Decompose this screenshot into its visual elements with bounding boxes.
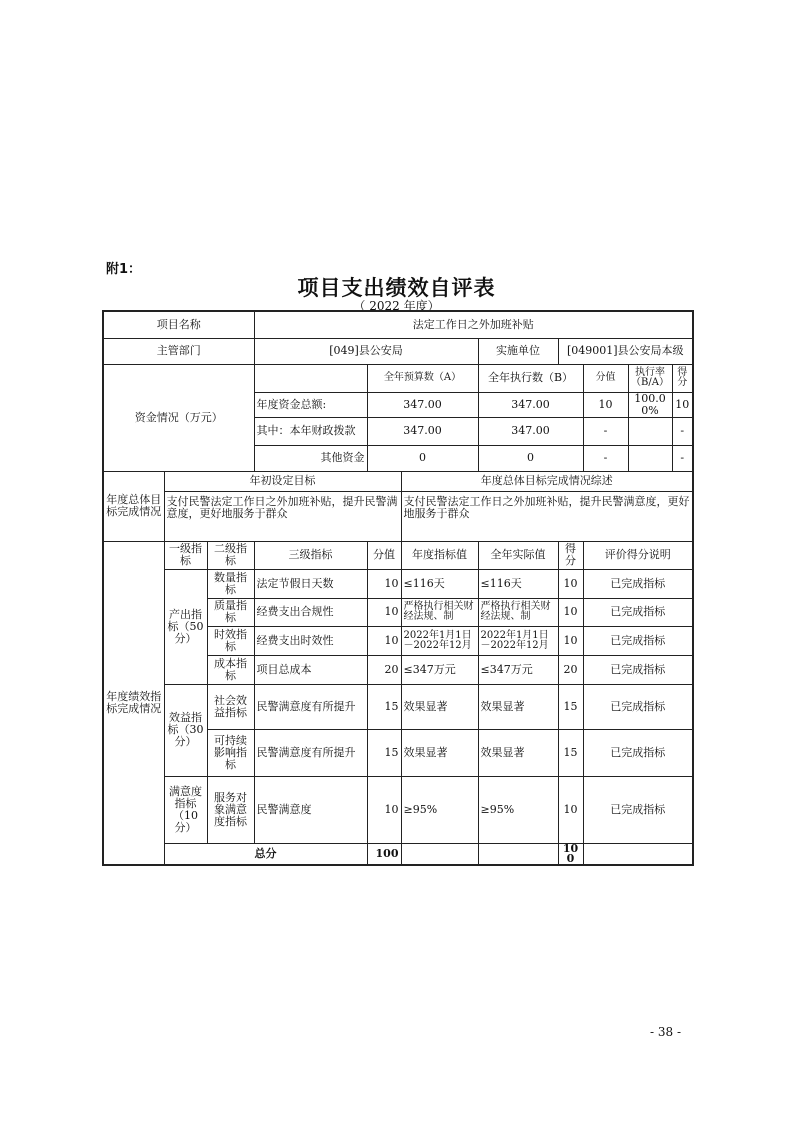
page-title: 项目支出绩效自评表	[297, 275, 496, 300]
ind-target: 严格执行相关财经法规、制	[401, 598, 478, 626]
ind-score: 15	[367, 729, 401, 776]
ind-level2: 服务对象满意度指标	[207, 776, 254, 843]
performance-table	[102, 310, 694, 866]
ind-get: 10	[558, 598, 583, 626]
ind-level3: 民警满意度	[254, 776, 367, 843]
funds-row-get: -	[672, 445, 693, 471]
ind-level3: 民警满意度有所提升	[254, 729, 367, 776]
funds-row-rate	[628, 417, 672, 445]
funds-row-score: -	[583, 417, 628, 445]
ind-level1: 产出指标（50分）	[164, 569, 207, 684]
funds-row-rate: 100.00%	[628, 392, 672, 417]
ind-level3: 项目总成本	[254, 655, 367, 684]
funds-row-label: 其中：本年财政拨款	[254, 417, 367, 445]
funds-row-exec: 347.00	[478, 417, 583, 445]
funds-col-score: 分值	[583, 364, 628, 392]
ind-get: 10	[558, 626, 583, 655]
ind-comment: 已完成指标	[583, 598, 693, 626]
dept-value: [049]县公安局	[254, 338, 478, 364]
goals-col-set: 年初设定目标	[164, 471, 401, 491]
total-blank	[583, 843, 693, 865]
ind-level1: 效益指标（30分）	[164, 684, 207, 776]
funds-blank	[254, 364, 367, 392]
funds-label: 资金情况（万元）	[103, 364, 254, 471]
funds-row-score: 10	[583, 392, 628, 417]
funds-row-budget: 0	[367, 445, 478, 471]
funds-col-exec: 全年执行数（B）	[478, 364, 583, 392]
ind-get: 15	[558, 684, 583, 729]
attachment-label: 附1：	[106, 262, 142, 277]
funds-row-exec: 0	[478, 445, 583, 471]
total-label: 总分	[164, 843, 367, 865]
ind-score: 10	[367, 598, 401, 626]
ind-col-level1: 一级指标	[164, 541, 207, 569]
ind-col-level2: 二级指标	[207, 541, 254, 569]
ind-level3: 民警满意度有所提升	[254, 684, 367, 729]
ind-actual: ≥95%	[478, 776, 558, 843]
ind-actual: 严格执行相关财经法规、制	[478, 598, 558, 626]
impl-label: 实施单位	[478, 338, 558, 364]
ind-score: 10	[367, 569, 401, 598]
project-name-label: 项目名称	[103, 311, 254, 338]
ind-get: 10	[558, 776, 583, 843]
ind-comment: 已完成指标	[583, 626, 693, 655]
goals-col-done: 年度总体目标完成情况综述	[401, 471, 693, 491]
total-blank	[401, 843, 478, 865]
ind-get: 15	[558, 729, 583, 776]
funds-row-budget: 347.00	[367, 417, 478, 445]
ind-level2: 成本指标	[207, 655, 254, 684]
ind-target: ≤347万元	[401, 655, 478, 684]
funds-col-budget: 全年预算数（A）	[367, 364, 478, 392]
dept-label: 主管部门	[103, 338, 254, 364]
ind-score: 10	[367, 776, 401, 843]
ind-comment: 已完成指标	[583, 684, 693, 729]
report-year: （ 2022 年度）	[353, 299, 440, 313]
funds-row-get: 10	[672, 392, 693, 417]
page-number: - 38 -	[650, 1025, 682, 1039]
funds-row-budget: 347.00	[367, 392, 478, 417]
ind-comment: 已完成指标	[583, 569, 693, 598]
ind-level2: 时效指标	[207, 626, 254, 655]
ind-actual: ≤347万元	[478, 655, 558, 684]
ind-target: ≤116天	[401, 569, 478, 598]
ind-col-get: 得分	[558, 541, 583, 569]
goals-label: 年度总体目标完成情况	[103, 471, 164, 541]
impl-value: [049001]县公安局本级	[558, 338, 693, 364]
ind-comment: 已完成指标	[583, 655, 693, 684]
goals-set-text: 支付民警法定工作日之外加班补贴，提升民警满意度，更好地服务于群众	[164, 491, 401, 541]
ind-actual: 效果显著	[478, 729, 558, 776]
ind-comment: 已完成指标	[583, 729, 693, 776]
ind-target: 2022年1月1日－2022年12月	[401, 626, 478, 655]
funds-col-rate: 执行率（B/A）	[628, 364, 672, 392]
ind-actual: 效果显著	[478, 684, 558, 729]
total-get: 100	[558, 843, 583, 865]
ind-col-score: 分值	[367, 541, 401, 569]
total-blank	[478, 843, 558, 865]
indicators-label: 年度绩效指标完成情况	[103, 541, 164, 865]
ind-actual: ≤116天	[478, 569, 558, 598]
ind-score: 10	[367, 626, 401, 655]
ind-target: 效果显著	[401, 684, 478, 729]
ind-level2: 可持续影响指标	[207, 729, 254, 776]
funds-row-get: -	[672, 417, 693, 445]
ind-level2: 社会效益指标	[207, 684, 254, 729]
ind-level3: 经费支出时效性	[254, 626, 367, 655]
total-score: 100	[367, 843, 401, 865]
project-name-value: 法定工作日之外加班补贴	[254, 311, 693, 338]
ind-score: 15	[367, 684, 401, 729]
ind-level3: 法定节假日天数	[254, 569, 367, 598]
ind-level2: 质量指标	[207, 598, 254, 626]
funds-row-score: -	[583, 445, 628, 471]
funds-col-get: 得分	[672, 364, 693, 392]
funds-row-exec: 347.00	[478, 392, 583, 417]
ind-score: 20	[367, 655, 401, 684]
ind-target: 效果显著	[401, 729, 478, 776]
ind-col-comment: 评价得分说明	[583, 541, 693, 569]
ind-level3: 经费支出合规性	[254, 598, 367, 626]
ind-target: ≥95%	[401, 776, 478, 843]
ind-col-actual: 全年实际值	[478, 541, 558, 569]
ind-col-target: 年度指标值	[401, 541, 478, 569]
ind-comment: 已完成指标	[583, 776, 693, 843]
funds-row-label: 年度资金总额:	[254, 392, 367, 417]
funds-row-rate	[628, 445, 672, 471]
ind-get: 10	[558, 569, 583, 598]
ind-level1: 满意度指标（10分）	[164, 776, 207, 843]
ind-level2: 数量指标	[207, 569, 254, 598]
goals-done-text: 支付民警法定工作日之外加班补贴，提升民警满意度，更好地服务于群众	[401, 491, 693, 541]
ind-col-level3: 三级指标	[254, 541, 367, 569]
funds-row-label: 其他资金	[254, 445, 367, 471]
ind-actual: 2022年1月1日－2022年12月	[478, 626, 558, 655]
ind-get: 20	[558, 655, 583, 684]
